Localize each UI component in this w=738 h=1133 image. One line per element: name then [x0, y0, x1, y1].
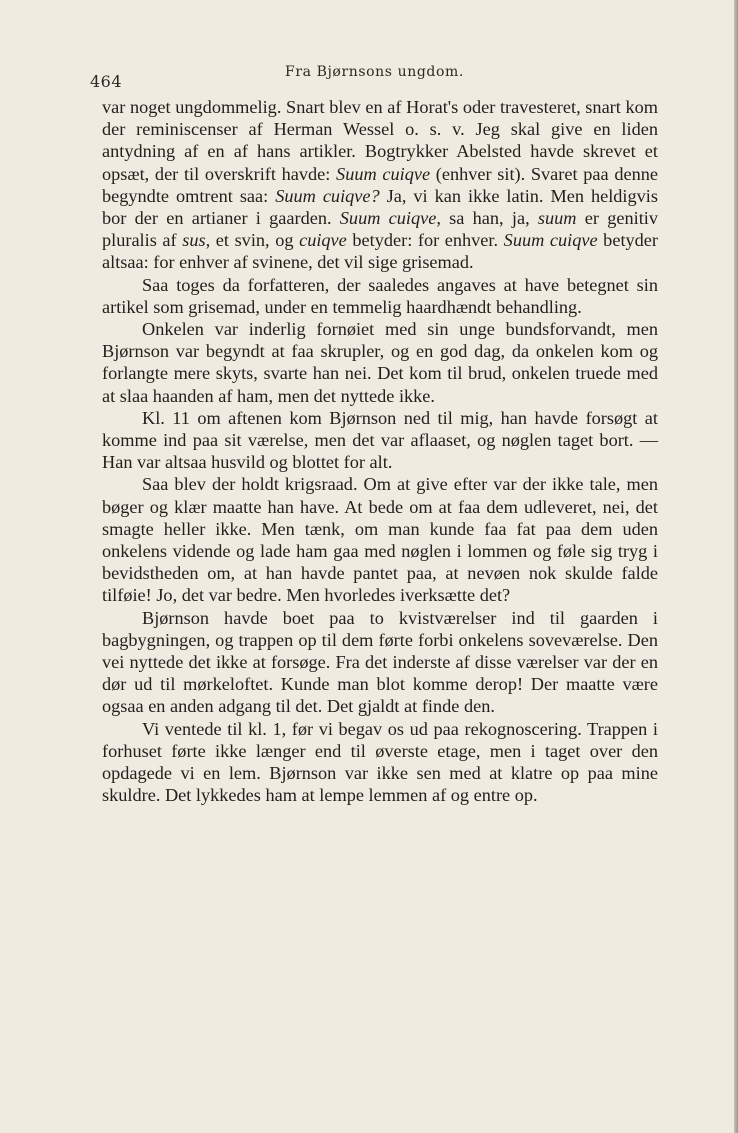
paragraph [102, 407, 658, 474]
paragraph [102, 718, 658, 807]
page-edge [734, 0, 738, 1133]
text-run: betyder altsaa: for enhver af svinene, det vil sige grisemad. [102, 230, 659, 273]
text-run: Ja, vi kan ikke latin. Men heldigvis bor der en artianer i gaarden. [102, 185, 658, 229]
italic-phrase: Suum cuiqve? [275, 185, 380, 206]
text-run: et svin, og [210, 230, 300, 251]
italic-phrase: Suum cuiqve, [339, 208, 441, 229]
text-run: var noget ungdommelig. Snart blev en af Horat's oder travesteret, snart kom der reminiscenser af Herman Wessel o. s. v. Jeg skal give en liden antydning af en af hans artikler. Bogtrykker Abelsted havde skrevet et opsæt, der til overskrift havde: [102, 97, 658, 184]
page-header [90, 64, 655, 91]
italic-phrase: sus, [182, 230, 211, 251]
text-run: Kl. 11 om aftenen kom Bjørnson ned til mig, han havde forsøgt at komme ind paa sit værelse, men det var aflaaset, og nøglen taget bort. — Han var altsaa husvild og blottet for alt. [102, 407, 658, 473]
text-run: er genitiv pluralis af [102, 208, 658, 251]
paragraph [102, 96, 658, 274]
paragraph [102, 274, 658, 318]
text-run: Saa blev der holdt krigsraad. Om at give efter var der ikke tale, men bøger og klær maatte han have. At bede om at faa dem udleveret, nei, det smagte heller ikke. Men tænk, om man kunde faa fat paa dem uden onkelens vidende og lade ham gaa med nøglen i lommen og føle sig tryg i bevidstheden om, at han havde pantet paa, at nevøen nok skulde falde tilføie! Jo, det var bedre. Men hvorledes iverksætte det? [102, 474, 658, 606]
body-text [102, 96, 658, 807]
text-run: Bjørnson havde boet paa to kvistværelser ind til gaarden i bagbygningen, og trappen op til dem førte forbi onkelens soveværelse. Den vei nyttede det ikke at forsøge. Fra det inderste af disse værelser var der en dør ud til mørkeloftet. Kunde man blot komme derop! Der maatte være ogsaa en anden adgang til det. Det gjaldt at finde den. [102, 607, 658, 717]
text-run: Onkelen var inderlig fornøiet med sin unge bundsforvandt, men Bjørnson var begyndt at faa skrupler, og en god dag, da onkelen kom og forlangte mere skyts, svarte han nei. Det kom til brud, onkelen truede med at slaa haanden af ham, men det nyttede ikke. [102, 319, 658, 406]
running-title: Fra Bjørnsons ungdom. [285, 64, 464, 80]
paragraph [102, 607, 658, 718]
italic-phrase: suum [537, 208, 577, 229]
paragraph [102, 318, 658, 407]
italic-phrase: cuiqve [299, 230, 347, 251]
text-run: (enhver sit). Svaret paa denne begyndte omtrent saa: [102, 163, 658, 206]
text-run: betyder: for enhver. [346, 230, 504, 251]
text-run: Saa toges da forfatteren, der saaledes angaves at have betegnet sin artikel som grisemad, under en temmelig haardhændt behandling. [102, 274, 658, 317]
text-run: sa han, ja, [440, 208, 538, 229]
page-number: 464 [90, 72, 123, 91]
italic-phrase: Suum cuiqve [336, 163, 431, 184]
italic-phrase: Suum cuiqve [503, 230, 598, 251]
paragraph [102, 473, 658, 606]
text-run: Vi ventede til kl. 1, før vi begav os ud paa rekognoscering. Trappen i forhuset førte ikke længer end til øverste etage, men i taget over den opdagede vi en lem. Bjørnson var ikke sen med at klatre op paa mine skuldre. Det lykkedes ham at lempe lemmen af og entre op. [102, 718, 658, 806]
